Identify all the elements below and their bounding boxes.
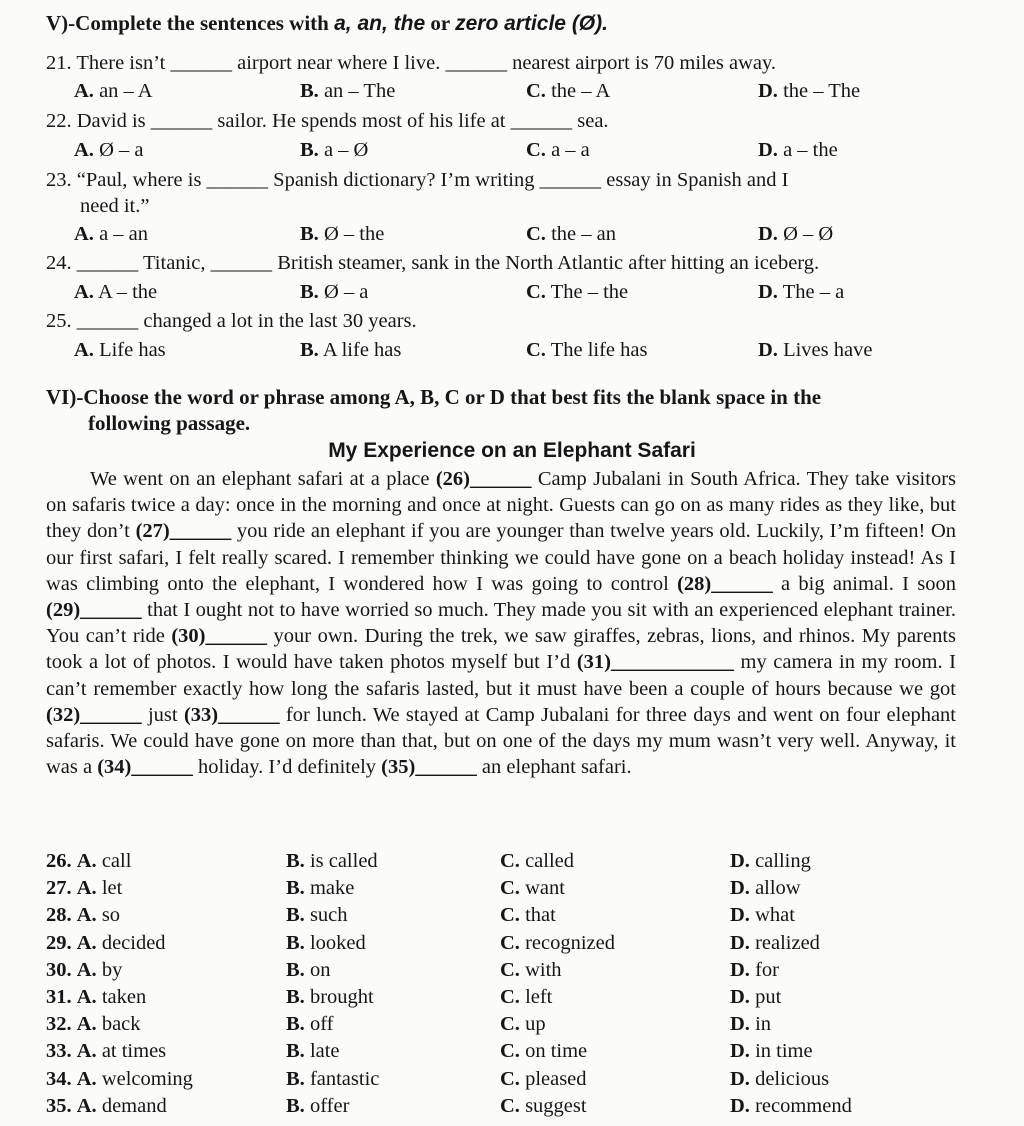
question-text: 22. David is ______ sailor. He spends most of his life at ______ sea. [46,110,609,132]
option-a[interactable]: A. Life has [74,339,166,361]
heading-zero-article: zero article [455,12,566,35]
option-d[interactable]: D. recommend [730,1094,852,1117]
option-d[interactable]: D. in time [730,1040,813,1063]
option-b[interactable]: B. late [286,1040,340,1063]
option-b[interactable]: B. make [286,877,355,900]
passage-segment: that I ought not to have worried so much. They made you sit with an experienced elephant trainer. You can’t ride [46,599,956,648]
option-a[interactable]: A. A – the [74,281,158,303]
option-a[interactable]: 27. A. let [46,877,123,900]
passage-segment: your own. During the trek, we saw giraffes, zebras, lions, and rhinos. My parents took a lot of photos. I would have taken photos myself but I’d [46,625,956,674]
option-d[interactable]: D. what [730,904,795,927]
question-23-options [74,221,954,247]
answer-row-35 [46,1093,946,1120]
answer-row-26 [46,848,946,875]
option-c[interactable]: C. The life has [526,339,648,361]
question-25-options [74,337,954,363]
option-c[interactable]: C. on time [500,1040,588,1063]
option-b[interactable]: B. an – The [300,80,396,102]
option-b[interactable]: B. Ø – the [300,223,385,245]
option-b[interactable]: B. fantastic [286,1067,380,1090]
option-c[interactable]: C. left [500,985,553,1008]
option-d[interactable]: D. allow [730,877,801,900]
heading-articles: a, an, the [334,12,426,35]
option-b[interactable]: B. is called [286,850,378,872]
option-d[interactable]: D. calling [730,850,811,872]
option-a[interactable]: 26. A. call [46,850,132,872]
option-b[interactable]: B. on [286,958,331,981]
heading-line-2: following passage. [88,411,251,435]
passage-segment: for lunch. We stayed at Camp Jubalani for three days and went on four elephant safaris. We could have gone on more than that, but on one of the days my mum wasn’t very well. Anyway, it was a [46,703,956,779]
option-d[interactable]: D. Ø – Ø [758,223,834,245]
passage-title: My Experience on an Elephant Safari [328,439,696,462]
answer-row-33 [46,1038,946,1065]
question-text: 23. “Paul, where is ______ Spanish dictionary? I’m writing ______ essay in Spanish and I [46,169,789,191]
option-b[interactable]: B. such [286,904,348,927]
option-c[interactable]: C. the – an [526,223,616,245]
option-c[interactable]: C. the – A [526,80,611,102]
question-24-options [74,279,954,305]
passage-segment: a big animal. I soon [772,572,956,595]
blank-30[interactable]: (30)______ [171,625,268,648]
option-b[interactable]: B. brought [286,985,374,1008]
blank-35[interactable]: (35)______ [381,756,477,779]
option-d[interactable]: D. realized [730,931,820,954]
blank-28[interactable]: (28)______ [677,572,773,595]
passage-text [46,466,956,780]
option-c[interactable]: C. with [500,958,562,981]
question-22-options [74,137,954,163]
option-b[interactable]: B. a – Ø [300,139,369,161]
answer-row-31 [46,984,946,1011]
option-a[interactable]: A. Ø – a [74,139,144,161]
option-a[interactable]: 32. A. back [46,1013,141,1036]
option-d[interactable]: D. for [730,958,779,981]
question-21 [46,50,961,76]
option-c[interactable]: C. recognized [500,931,615,954]
question-text: 21. There isn’t ______ airport near where I live. ______ nearest airport is 70 miles away. [46,52,777,74]
passage-segment: Camp Jubalani in South Africa. They take visitors on safaris twice a day: once in the morning and once at night. Guests can go on as many rides as they like, but they don’t [46,468,956,543]
option-b[interactable]: B. looked [286,931,366,954]
option-d[interactable]: D. Lives have [758,339,873,361]
option-d[interactable]: D. put [730,985,782,1008]
option-a[interactable]: 31. A. taken [46,985,147,1008]
heading-symbol: (Ø). [565,12,608,35]
answer-row-29 [46,930,946,957]
answer-row-34 [46,1066,946,1093]
heading-or: or [425,11,456,35]
question-24 [46,250,961,276]
option-a[interactable]: 29. A. decided [46,931,166,954]
option-b[interactable]: B. off [286,1013,334,1036]
blank-31[interactable]: (31)____________ [576,651,735,674]
option-c[interactable]: C. called [500,850,575,872]
option-d[interactable]: D. The – a [758,281,845,303]
blank-29[interactable]: (29)______ [46,599,142,622]
blank-33[interactable]: (33)______ [183,703,280,726]
option-c[interactable]: C. that [500,904,556,927]
option-a[interactable]: 35. A. demand [46,1094,167,1117]
option-a[interactable]: 28. A. so [46,904,121,927]
section-5-heading [46,10,961,37]
question-25 [46,308,961,334]
option-d[interactable]: D. the – The [758,80,861,102]
section-6-heading [46,384,961,436]
option-a[interactable]: 34. A. welcoming [46,1067,193,1090]
question-text: 25. ______ changed a lot in the last 30 years. [46,310,417,332]
heading-text: V)-Complete the sentences with [46,11,335,35]
blank-27[interactable]: (27)______ [135,520,232,543]
heading-line-1: VI)-Choose the word or phrase among A, B, C or D that best fits the blank space in the [46,385,822,409]
passage-segment: you ride an elephant if you are younger than twelve years old. Luckily, I’m fifteen! On our first safari, I felt really scared. I remember thinking we could have gone on a beach holiday instead! As I was climbing onto the elephant, I wondered how I was going to control [46,520,956,595]
option-a[interactable]: A. an – A [74,80,153,102]
option-b[interactable]: B. offer [286,1094,350,1117]
option-c[interactable]: C. The – the [526,281,629,303]
answer-options-table [46,848,946,1120]
answer-row-28 [46,902,946,929]
option-a[interactable]: 33. A. at times [46,1040,167,1063]
passage-segment: just [141,703,184,726]
option-b[interactable]: B. A life has [300,339,402,361]
question-23 [46,167,961,219]
answer-row-27 [46,875,946,902]
question-text: 24. ______ Titanic, ______ British steamer, sank in the North Atlantic after hitting an iceberg. [46,252,820,274]
option-d[interactable]: D. delicious [730,1067,830,1090]
question-text-continued: need it.” [80,195,150,217]
blank-34[interactable]: (34)______ [97,756,193,779]
option-c[interactable]: C. want [500,877,565,900]
option-c[interactable]: C. pleased [500,1067,587,1090]
answer-row-32 [46,1011,946,1038]
option-c[interactable]: C. suggest [500,1094,587,1117]
answer-row-30 [46,957,946,984]
passage-segment: holiday. I’d definitely [192,756,382,779]
passage-segment: We went on an elephant safari at a place [90,468,436,490]
option-d[interactable]: D. in [730,1013,772,1036]
passage-segment: my camera in my room. I can’t remember exactly how long the safaris lasted, but it must have been a couple of hours because we got [46,651,957,700]
blank-26[interactable]: (26)______ [435,468,532,490]
option-a[interactable]: 30. A. by [46,958,123,981]
option-b[interactable]: B. Ø – a [300,281,369,303]
question-21-options [74,78,954,104]
option-c[interactable]: C. a – a [526,139,590,161]
question-22 [46,108,961,134]
blank-32[interactable]: (32)______ [46,703,142,726]
option-c[interactable]: C. up [500,1013,546,1036]
option-a[interactable]: A. a – an [74,223,149,245]
option-d[interactable]: D. a – the [758,139,838,161]
passage-segment: an elephant safari. [476,756,632,779]
